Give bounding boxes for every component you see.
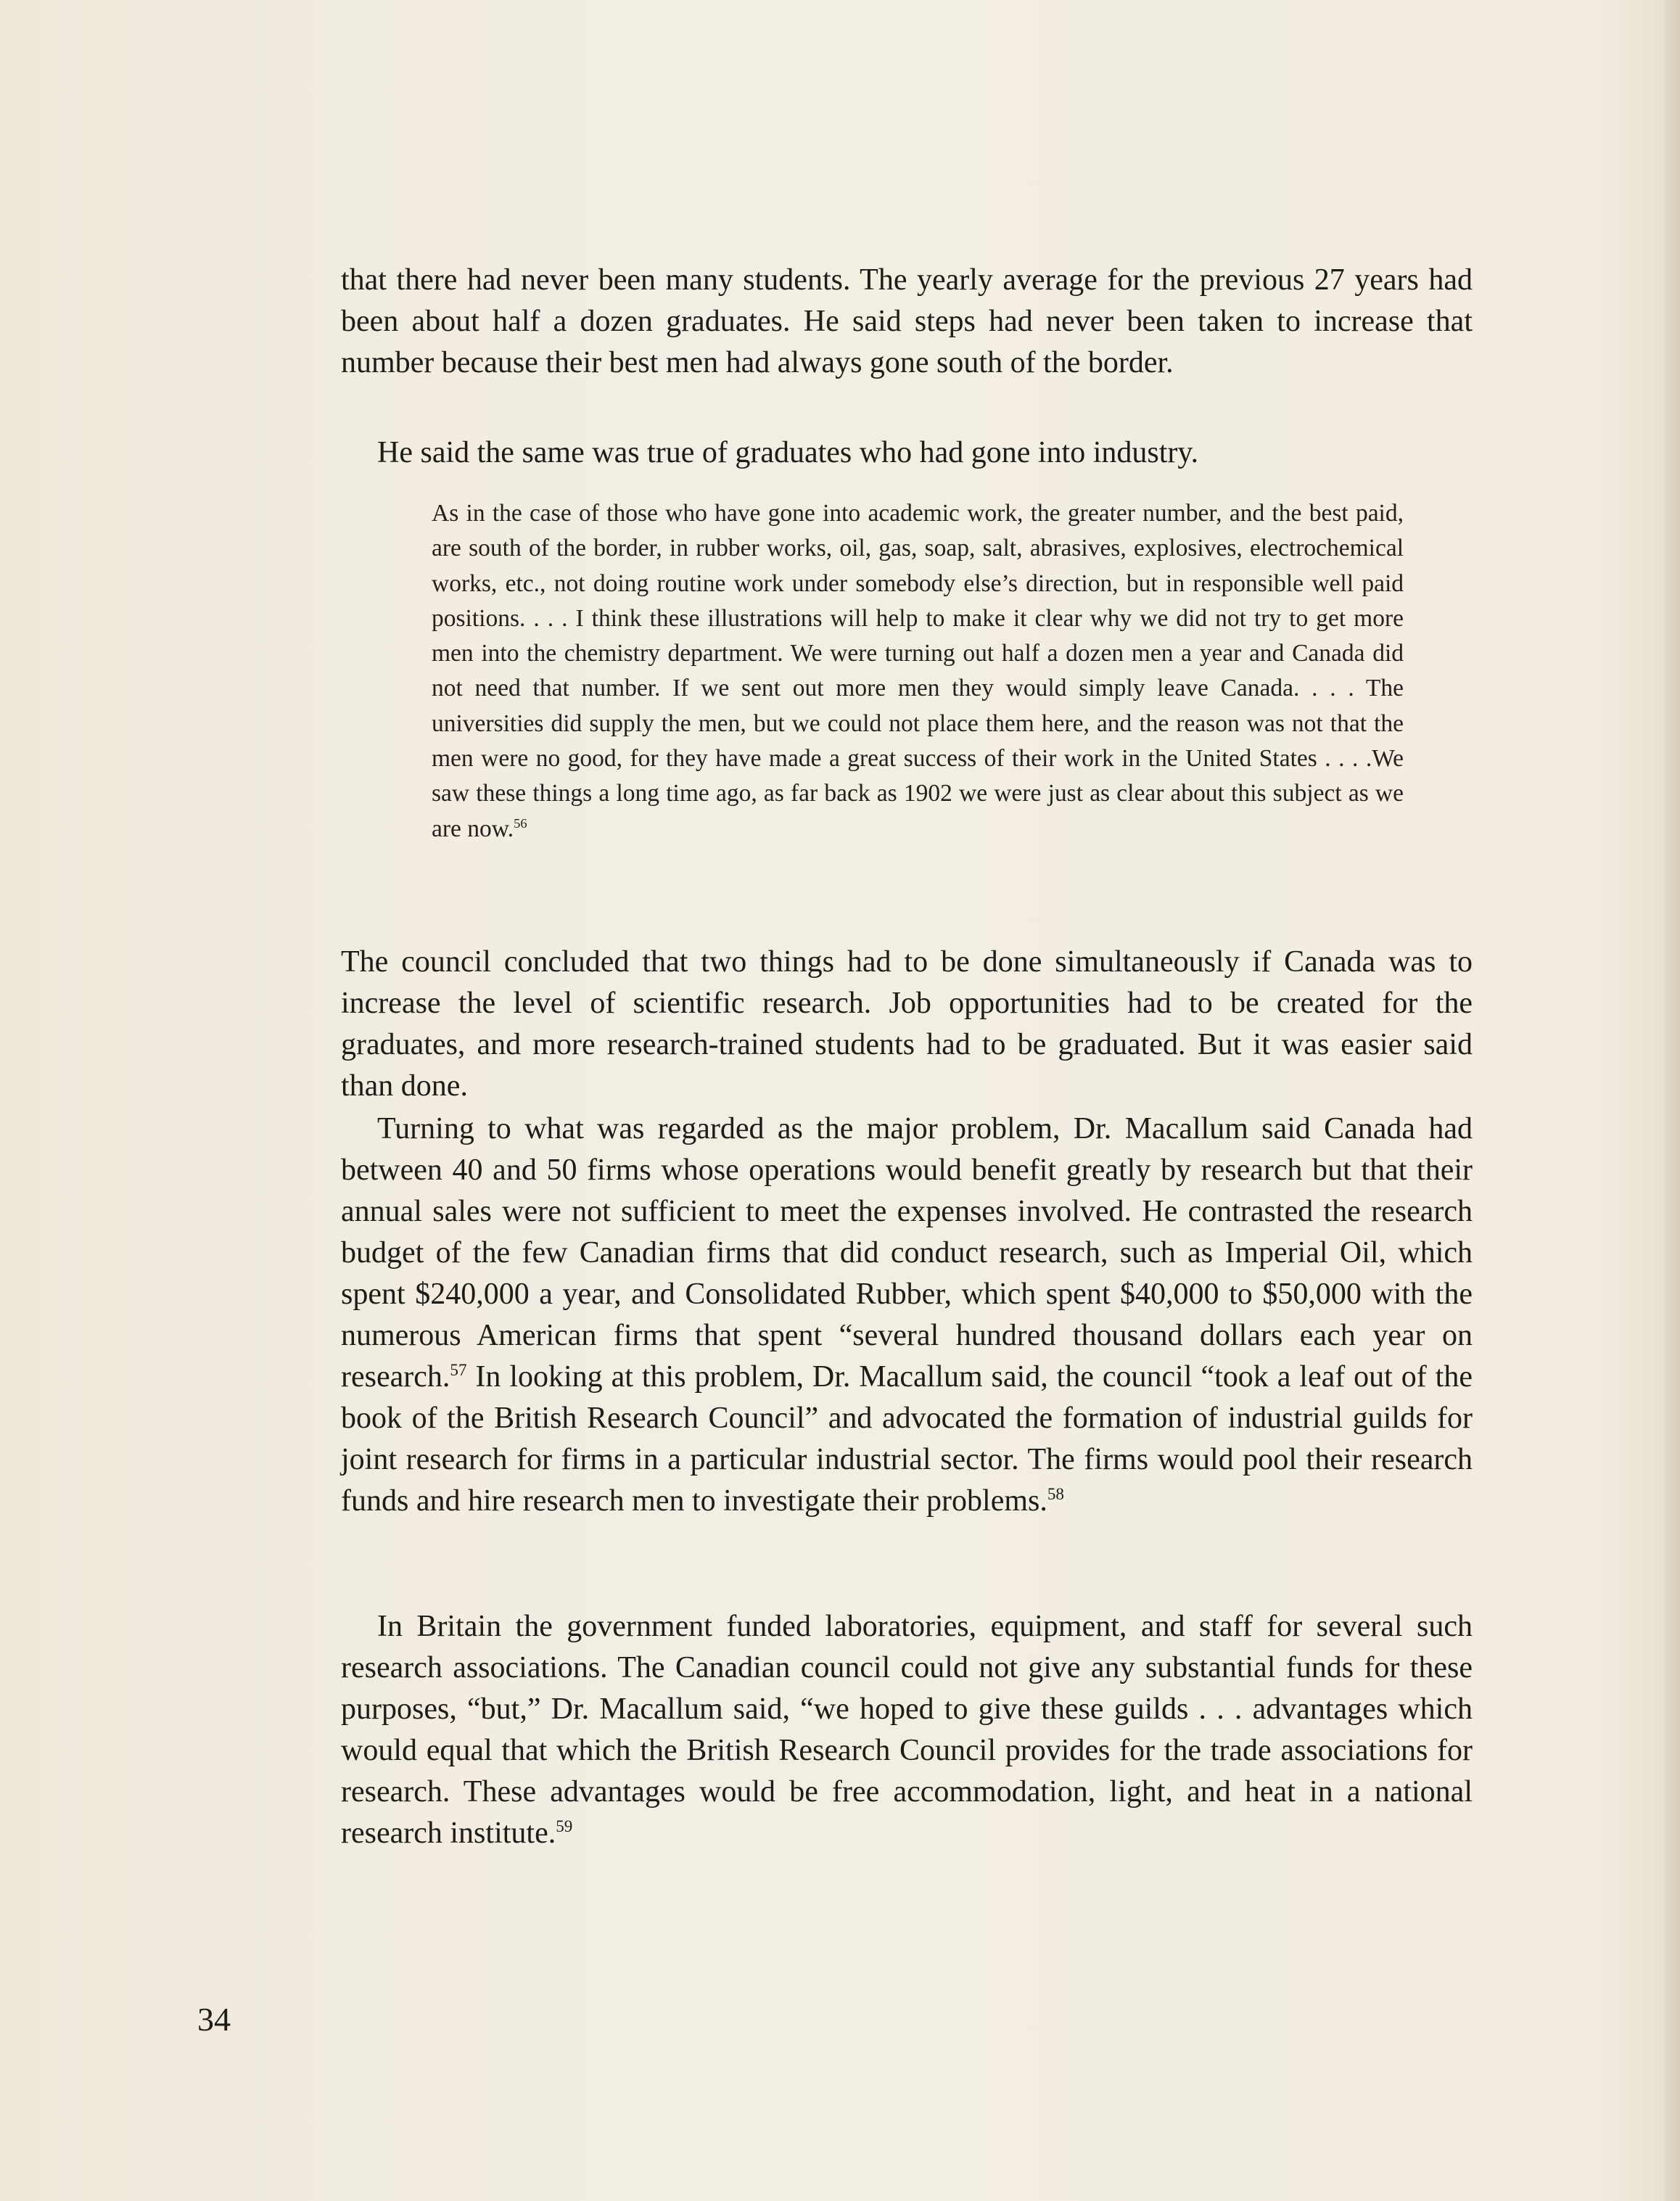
page-edge-shadow: [1664, 0, 1680, 2201]
footnote-ref-56: 56: [514, 815, 527, 831]
paragraph-1-text: that there had never been many students. The yearly average for the previous 27 years had been about half a dozen graduates. He said steps had never been taken to increase that number because their best men had always gone south of the border.: [341, 263, 1473, 379]
paragraph-4-text: [341, 1108, 1473, 1522]
footnote-ref-57: 57: [450, 1360, 467, 1379]
paragraph-1: [341, 260, 1473, 384]
paragraph-3: [341, 942, 1473, 1107]
footnote-ref-58: 58: [1047, 1484, 1064, 1503]
footnote-ref-59: 59: [556, 1817, 573, 1835]
block-quote-text: As in the case of those who have gone into academic work, the greater number, and the best paid, are south of the border, in rubber works, oil, gas, soap, salt, abrasives, explosives, electrochemical works, etc., not doing routine work under somebody else’s direction, but in responsible well paid positions. . . . I think these illustrations will help to make it clear why we did not try to get more men into the chemistry department. We were turning out half a dozen men a year and Canada did not need that number. If we sent out more men they would simply leave Canada. . . . The universities did supply the men, but we could not place them here, and the reason was not that the men were no good, for they have made a great success of their work in the United States . . . .We saw these things a long time ago, as far back as 1902 we were just as clear about this subject as we are now.: [432, 500, 1404, 842]
paragraph-5: [341, 1606, 1473, 1854]
paragraph-4: [341, 1108, 1473, 1522]
block-quote: [432, 496, 1404, 847]
paragraph-5-body: In Britain the government funded laboratories, equipment, and staff for several such research associations. The Canadian council could not give any substantial funds for these purposes, “but,” Dr. Macallum said, “we hoped to give these guilds . . . advantages which would equal that which the British Research Council provides for the trade associations for research. These advantages would be free accommodation, light, and heat in a national research institute.: [341, 1610, 1473, 1850]
paragraph-5-text: [341, 1606, 1473, 1854]
paragraph-4-part-b: In looking at this problem, Dr. Macallum said, the council “took a leaf out of the book of the British Research Council” and advocated the formation of industrial guilds for joint research for firms in a particular industrial sector. The firms would pool their research funds and hire research men to investigate their problems.: [341, 1360, 1473, 1518]
paragraph-2-text: He said the same was true of graduates who had gone into industry.: [377, 436, 1199, 469]
paragraph-4-part-a: Turning to what was regarded as the major problem, Dr. Macallum said Canada had between 40 and 50 firms whose operations would benefit greatly by research but that their annual sales were not sufficient to meet the expenses involved. He contrasted the research budget of the few Canadian firms that did conduct research, such as Imperial Oil, which spent $240,000 a year, and Consolidated Rubber, which spent $40,000 to $50,000 with the numerous American firms that spent “several hundred thousand dollars each year on research.: [341, 1112, 1473, 1394]
page-number: 34: [197, 2001, 231, 2038]
paragraph-2: [341, 432, 1473, 474]
paragraph-3-text: The council concluded that two things had to be done simultaneously if Canada was to increase the level of scientific research. Job opportunities had to be created for the graduates, and more research-trained students had to be graduated. But it was easier said than done.: [341, 945, 1473, 1103]
